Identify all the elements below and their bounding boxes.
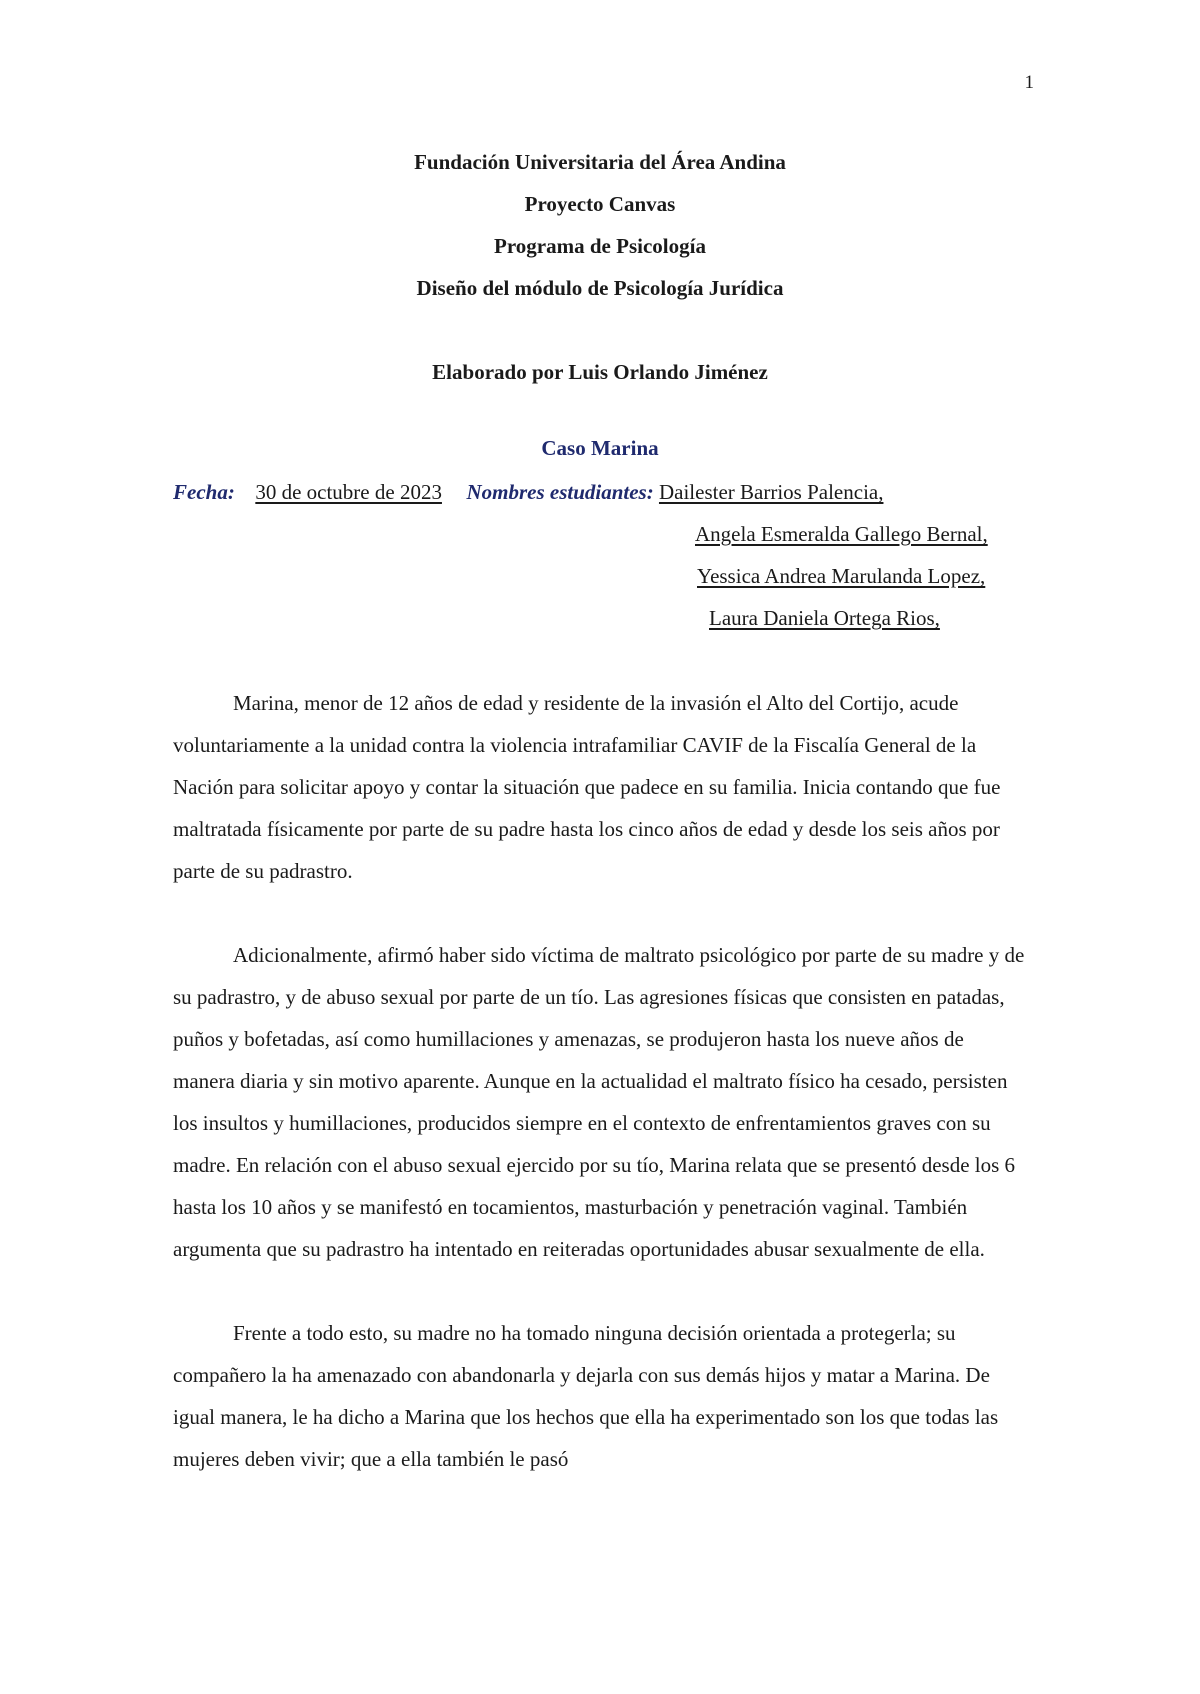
student-name: Yessica Andrea Marulanda Lopez,: [697, 564, 986, 588]
author-line: Elaborado por Luis Orlando Jiménez: [432, 360, 768, 384]
header-spacer: [0, 309, 1200, 351]
case-body: [173, 682, 1030, 1522]
paragraph: Adicionalmente, afirmó haber sido víctima de maltrato psicológico por parte de su madre y de su padrastro, y de abuso sexual por parte de un tío. Las agresiones físicas que consisten en patadas, puños y bofetadas, así como humillaciones y amenazas, se produjeron hasta los nueve años de manera diaria y sin motivo aparente. Aunque en la actualidad el maltrato físico ha cesado, persisten los insultos y humillaciones, producidos siempre en el contexto de enfrentamientos graves con su madre. En relación con el abuso sexual ejercido por su tío, Marina relata que se presentó desde los 6 hasta los 10 años y se manifestó en tocamientos, masturbación y penetración vaginal. También argumenta que su padrastro ha intentado en reiteradas oportunidades abusar sexualmente de ella.: [173, 943, 1025, 1261]
program-name: Programa de Psicología: [494, 234, 706, 258]
student-name: Angela Esmeralda Gallego Bernal,: [695, 522, 988, 546]
case-title: Caso Marina: [541, 436, 659, 460]
student-name: Dailester Barrios Palencia,: [658, 480, 884, 504]
project-name: Proyecto Canvas: [524, 192, 676, 216]
document-header: [0, 141, 1200, 393]
module-name: Diseño del módulo de Psicología Jurídica: [416, 276, 784, 300]
students-label: Nombres estudiantes:: [466, 480, 654, 504]
institution-name: Fundación Universitaria del Área Andina: [414, 150, 786, 174]
page-number: 1: [1024, 72, 1034, 93]
date-value: 30 de octubre de 2023: [255, 480, 442, 504]
meta-line: [173, 480, 883, 505]
paragraph: Marina, menor de 12 años de edad y residente de la invasión el Alto del Cortijo, acude voluntariamente a la unidad contra la violencia intrafamiliar CAVIF de la Fiscalía General de la Nación para solicitar apoyo y contar la situación que padece en su familia. Inicia contando que fue maltratada físicamente por parte de su padre hasta los cinco años de edad y desde los seis años por parte de su padrastro.: [173, 691, 1001, 883]
date-label: Fecha:: [173, 480, 235, 504]
paragraph: Frente a todo esto, su madre no ha tomado ninguna decisión orientada a protegerla; su compañero la ha amenazado con abandonarla y dejarla con sus demás hijos y matar a Marina. De igual manera, le ha dicho a Marina que los hechos que ella ha experimentado son los que todas las mujeres deben vivir; que a ella también le pasó: [173, 1321, 999, 1471]
student-name: Laura Daniela Ortega Rios,: [709, 606, 940, 630]
